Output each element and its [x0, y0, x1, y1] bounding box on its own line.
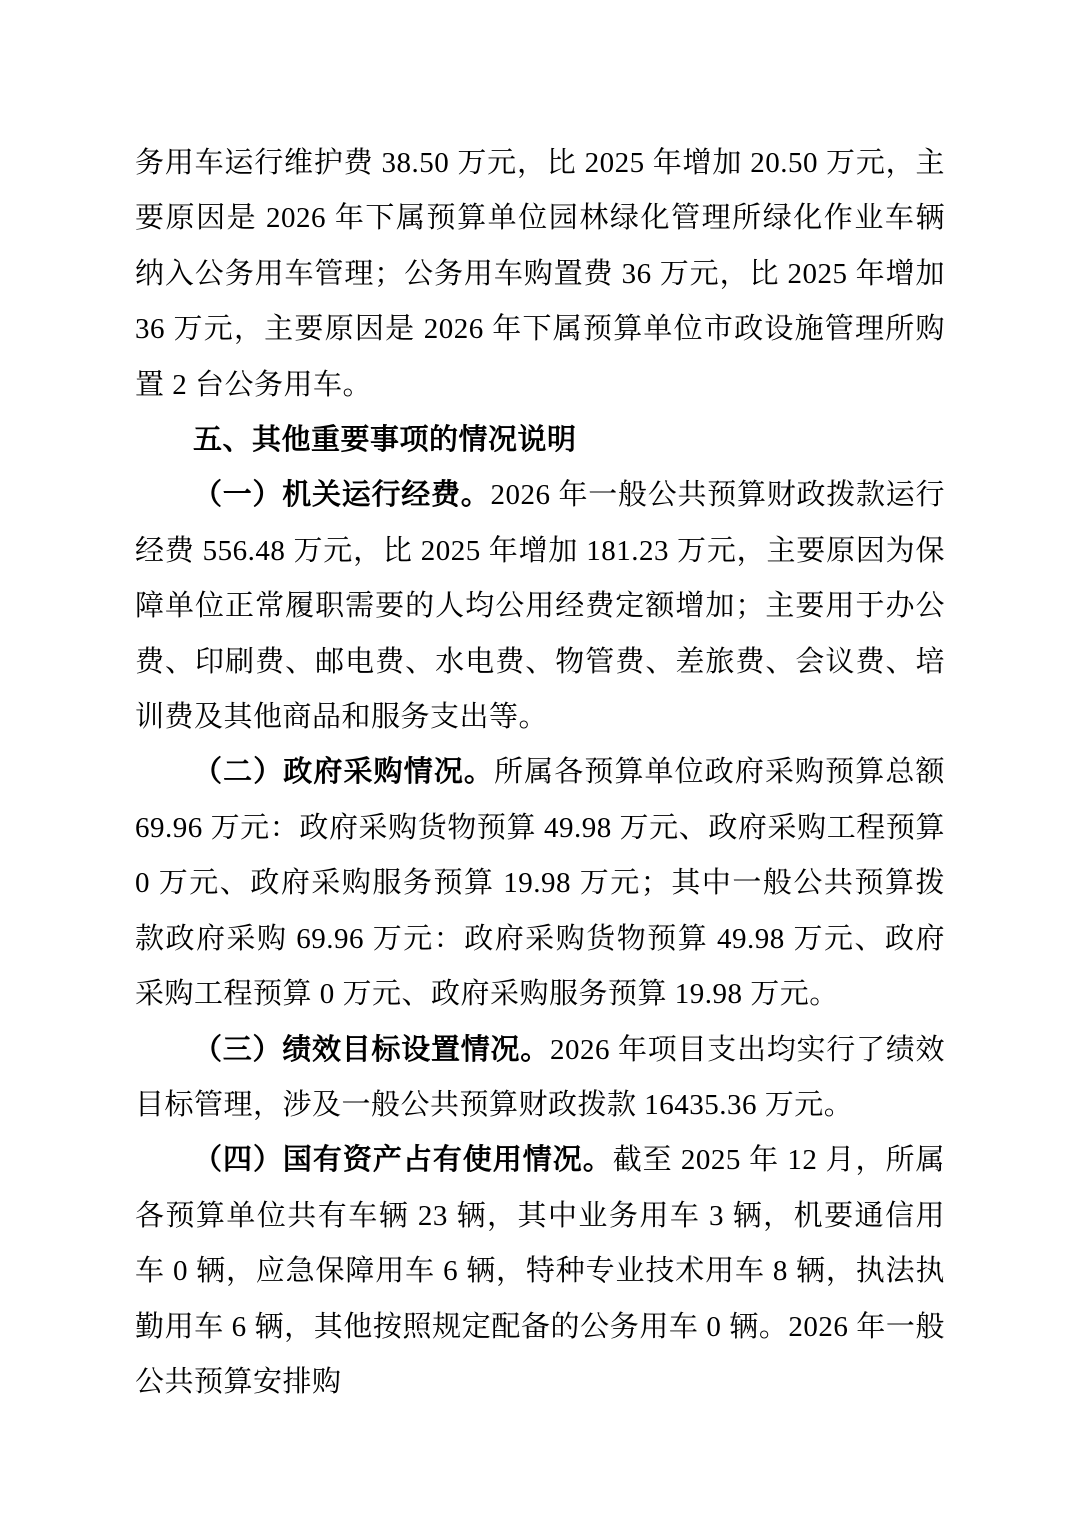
paragraph-item-4-text: 截至 2025 年 12 月，所属各预算单位共有车辆 23 辆，其中业务用车 3 辆，机要通信用车 0 辆，应急保障用车 6 辆，特种专业技术用车 8 辆，执法执勤用车 6 辆，其他按照规定配备的公务用车 0 辆。2026 年一般公共预算安排购	[135, 1144, 945, 1398]
paragraph-item-2-lead-in: （二）政府采购情况。	[193, 756, 495, 789]
document-body	[135, 136, 945, 1410]
paragraph-item-2-text: 所属各预算单位政府采购预算总额 69.96 万元：政府采购货物预算 49.98 万元、政府采购工程预算 0 万元、政府采购服务预算 19.98 万元；其中一般公共预算拨款政府采购 69.96 万元：政府采购货物预算 49.98 万元、政府采购工程预算 0 万元、政府采购服务预算 19.98 万元。	[135, 756, 945, 1011]
paragraph-item-1-text: 2026 年一般公共预算财政拨款运行经费 556.48 万元，比 2025 年增加 181.23 万元，主要原因为保障单位正常履职需要的人均公用经费定额增加；主要用于办公费、印刷费、邮电费、水电费、物管费、差旅费、会议费、培训费及其他商品和服务支出等。	[135, 479, 945, 734]
paragraph-item-1-lead-in: （一）机关运行经费。	[193, 479, 491, 512]
paragraph-item-4	[135, 1133, 945, 1410]
paragraph-item-3-text: 2026 年项目支出均实行了绩效目标管理，涉及一般公共预算财政拨款 16435.36 万元。	[135, 1033, 945, 1121]
paragraph-item-3	[135, 1023, 945, 1134]
paragraph-continuation: 务用车运行维护费 38.50 万元，比 2025 年增加 20.50 万元，主要原因是 2026 年下属预算单位园林绿化管理所绿化作业车辆纳入公务用车管理；公务用车购置费 36 万元，比 2025 年增加 36 万元，主要原因是 2026 年下属预算单位市政设施管理所购置 2 台公务用车。	[135, 147, 945, 401]
paragraph-item-3-lead-in: （三）绩效目标设置情况。	[193, 1033, 550, 1066]
paragraph-item-2	[135, 745, 945, 1022]
paragraph-item-4-lead-in: （四）国有资产占有使用情况。	[193, 1144, 613, 1177]
paragraph-item-1	[135, 468, 945, 745]
section-heading: 五、其他重要事项的情况说明	[193, 424, 577, 457]
